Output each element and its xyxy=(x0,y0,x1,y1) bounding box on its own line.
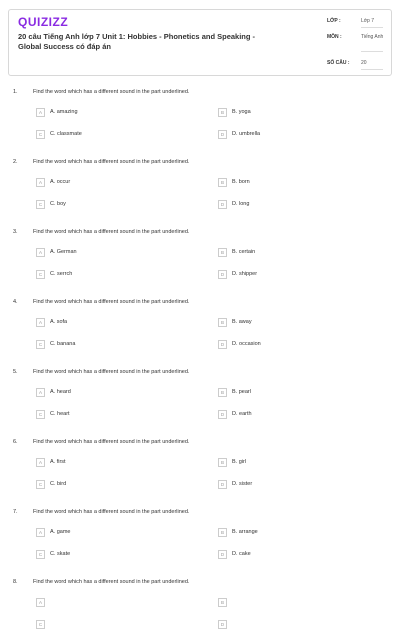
class-label: LỚP : xyxy=(327,18,341,24)
option-text: C. boy xyxy=(50,201,66,207)
subject-label: MÔN : xyxy=(327,34,342,40)
option-letter-box: D xyxy=(218,200,227,209)
option-text: A. first xyxy=(50,459,66,465)
question-number: 1. xyxy=(13,89,18,95)
option-letter-box: D xyxy=(218,270,227,279)
divider xyxy=(361,27,383,28)
option-text: B. born xyxy=(232,179,250,185)
option-letter-box: D xyxy=(218,480,227,489)
option-text: D. long xyxy=(232,201,250,207)
option-letter-box: A xyxy=(36,528,45,537)
option-text: C. classmate xyxy=(50,131,82,137)
option-text: D. earth xyxy=(232,411,252,417)
option-letter-box: B xyxy=(218,598,227,607)
question-text: Find the word which has a different sound in the part underlined. xyxy=(33,509,190,515)
question-number: 3. xyxy=(13,229,18,235)
question-number: 8. xyxy=(13,579,18,585)
question-number: 6. xyxy=(13,439,18,445)
question-number: 2. xyxy=(13,159,18,165)
option-letter-box: C xyxy=(36,480,45,489)
option-letter-box: A xyxy=(36,178,45,187)
question-number: 4. xyxy=(13,299,18,305)
option-letter-box: C xyxy=(36,130,45,139)
option-letter-box: B xyxy=(218,248,227,257)
subject-value: Tiếng Anh xyxy=(361,34,384,40)
option-letter-box: C xyxy=(36,620,45,629)
option-letter-box: B xyxy=(218,178,227,187)
option-letter-box: B xyxy=(218,528,227,537)
option-text: A. heard xyxy=(50,389,71,395)
option-letter-box: D xyxy=(218,340,227,349)
option-text: C. serrch xyxy=(50,271,73,277)
option-letter-box: C xyxy=(36,410,45,419)
option-text: C. bird xyxy=(50,481,67,487)
option-letter-box: B xyxy=(218,458,227,467)
option-text: B. yoga xyxy=(232,109,251,115)
option-letter-box: A xyxy=(36,598,45,607)
option-letter-box: B xyxy=(218,108,227,117)
question-text: Find the word which has a different sound in the part underlined. xyxy=(33,299,190,305)
count-value: 20 xyxy=(361,60,367,66)
option-text: D. cake xyxy=(232,551,251,557)
option-letter-box: D xyxy=(218,410,227,419)
divider xyxy=(361,69,383,70)
question-text: Find the word which has a different sound in the part underlined. xyxy=(33,229,190,235)
option-text: B. girl xyxy=(232,459,247,465)
option-text: D. umbrella xyxy=(232,131,261,137)
question-number: 5. xyxy=(13,369,18,375)
question-text: Find the word which has a different sound in the part underlined. xyxy=(33,159,190,165)
option-text: B. arrange xyxy=(232,529,258,535)
page-title: 20 câu Tiếng Anh lớp 7 Unit 1: Hobbies - Phonetics and Speaking - Global Success có đáp án xyxy=(18,32,256,51)
option-text: C. skate xyxy=(50,551,71,557)
question-text: Find the word which has a different sound in the part underlined. xyxy=(33,439,190,445)
option-letter-box: D xyxy=(218,130,227,139)
option-text: B. away xyxy=(232,319,252,325)
option-letter-box: D xyxy=(218,550,227,559)
option-text: C. banana xyxy=(50,341,76,347)
option-letter-box: A xyxy=(36,108,45,117)
question-number: 7. xyxy=(13,509,18,515)
question-text: Find the word which has a different sound in the part underlined. xyxy=(33,369,190,375)
option-letter-box: B xyxy=(218,318,227,327)
count-label: SỐ CÂU : xyxy=(327,60,350,66)
option-letter-box: A xyxy=(36,458,45,467)
option-letter-box: C xyxy=(36,340,45,349)
question-text: Find the word which has a different sound in the part underlined. xyxy=(33,579,190,585)
option-text: A. German xyxy=(50,249,77,255)
option-text: D. sister xyxy=(232,481,253,487)
quizizz-logo: QUIZIZZ xyxy=(18,15,69,29)
option-letter-box: A xyxy=(36,248,45,257)
option-letter-box: B xyxy=(218,388,227,397)
option-letter-box: C xyxy=(36,270,45,279)
option-text: D. shipper xyxy=(232,271,258,277)
option-text: A. sofa xyxy=(50,319,68,325)
option-letter-box: A xyxy=(36,318,45,327)
divider xyxy=(361,51,383,52)
class-value: Lớp 7 xyxy=(361,18,375,24)
question-text: Find the word which has a different sound in the part underlined. xyxy=(33,89,190,95)
option-text: A. game xyxy=(50,529,71,535)
option-text: B. certain xyxy=(232,249,256,255)
option-letter-box: C xyxy=(36,200,45,209)
option-letter-box: A xyxy=(36,388,45,397)
option-text: D. occasion xyxy=(232,341,261,347)
document-header xyxy=(8,9,392,76)
option-text: C. heart xyxy=(50,411,70,417)
option-text: B. pearl xyxy=(232,389,251,395)
option-text: A. amazing xyxy=(50,109,78,115)
option-letter-box: D xyxy=(218,620,227,629)
option-text: A. occur xyxy=(50,179,71,185)
option-letter-box: C xyxy=(36,550,45,559)
